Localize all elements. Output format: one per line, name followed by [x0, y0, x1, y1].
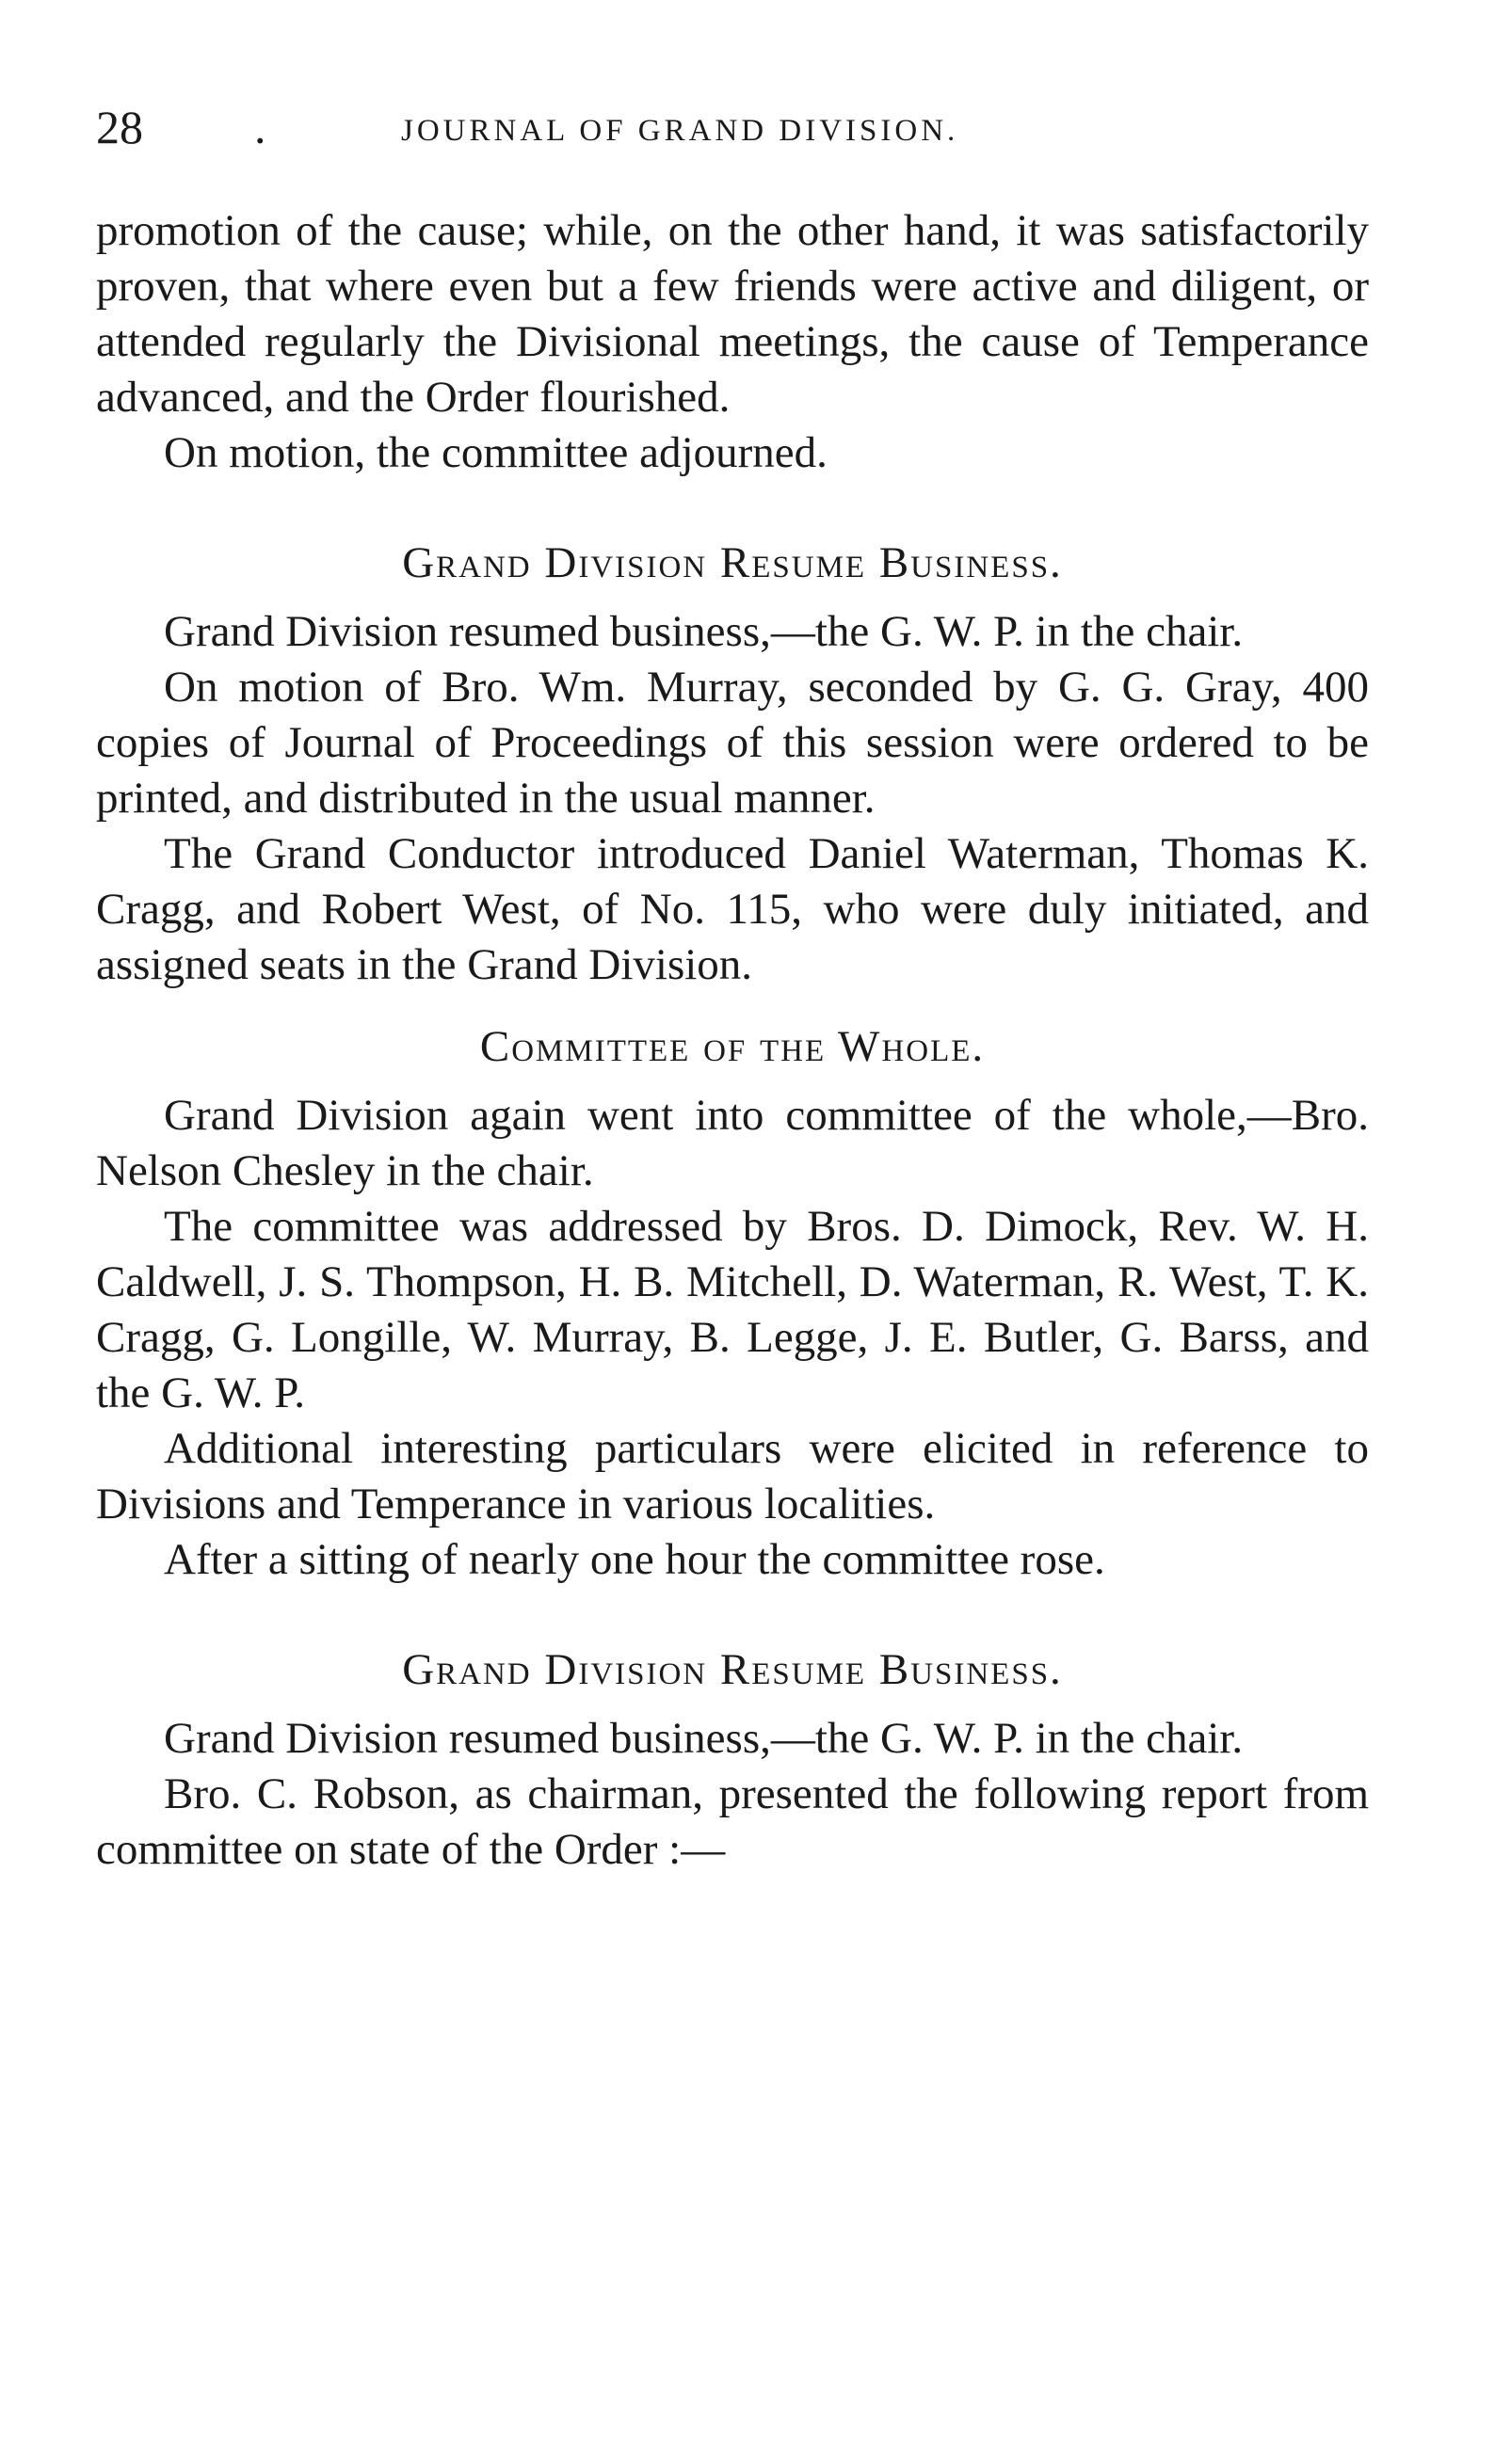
- paragraph-committee-chair: Grand Division again went into committee of the whole,—Bro. Nelson Chesley in the chair.: [96, 1091, 1369, 1195]
- paragraph-resumed-business: Grand Division resumed business,—the G. W. P. in the chair.: [164, 607, 1244, 656]
- paragraph-adjourned: On motion, the committee adjourned.: [164, 428, 828, 477]
- page-number: 28: [96, 101, 143, 153]
- section-heading-resume-business-2: Grand Division Resume Business.: [402, 1645, 1063, 1694]
- paragraph-addressed-by: The committee was addressed by Bros. D. Dimock, Rev. W. H. Caldwell, J. S. Thompson, H. B. Mitchell, D. Waterman, R. West, T. K. Cragg, G. Longille, W. Murray, B. Legge, J. E. Butler, G. Barss, and the G. W. P.: [96, 1202, 1369, 1417]
- running-head: [96, 94, 1395, 160]
- paragraph-journal-copies: On motion of Bro. Wm. Murray, seconded by G. G. Gray, 400 copies of Journal of Proceedings of this session were ordered to be printed, and distributed in the usual manner.: [96, 663, 1369, 823]
- paragraph-continuation: promotion of the cause; while, on the other hand, it was satisfactorily proven, that where even but a few friends were active and diligent, or attended regularly the Divisional meetings, the cause of Temperance advanced, and the Order flourished.: [96, 206, 1369, 422]
- page-body: [96, 203, 1369, 1878]
- section-heading-committee-whole: Committee of the Whole.: [479, 1022, 986, 1071]
- paragraph-additional-particulars: Additional interesting particulars were elicited in reference to Divisions and Temperance in various localities.: [96, 1424, 1369, 1528]
- paragraph-resumed-business-2: Grand Division resumed business,—the G. W. P. in the chair.: [164, 1714, 1244, 1763]
- paragraph-committee-rose: After a sitting of nearly one hour the committee rose.: [164, 1535, 1105, 1584]
- running-head-title: JOURNAL OF GRAND DIVISION.: [401, 114, 959, 148]
- section-heading-resume-business: Grand Division Resume Business.: [402, 538, 1063, 587]
- running-head-dot: .: [254, 101, 266, 153]
- paragraph-initiation: The Grand Conductor introduced Daniel Waterman, Thomas K. Cragg, and Robert West, of No. 115, who were duly initiated, and assigned seats in the Grand Division.: [96, 829, 1369, 989]
- paragraph-robson-report: Bro. C. Robson, as chairman, presented the following report from committee on state of the Order :—: [96, 1769, 1369, 1874]
